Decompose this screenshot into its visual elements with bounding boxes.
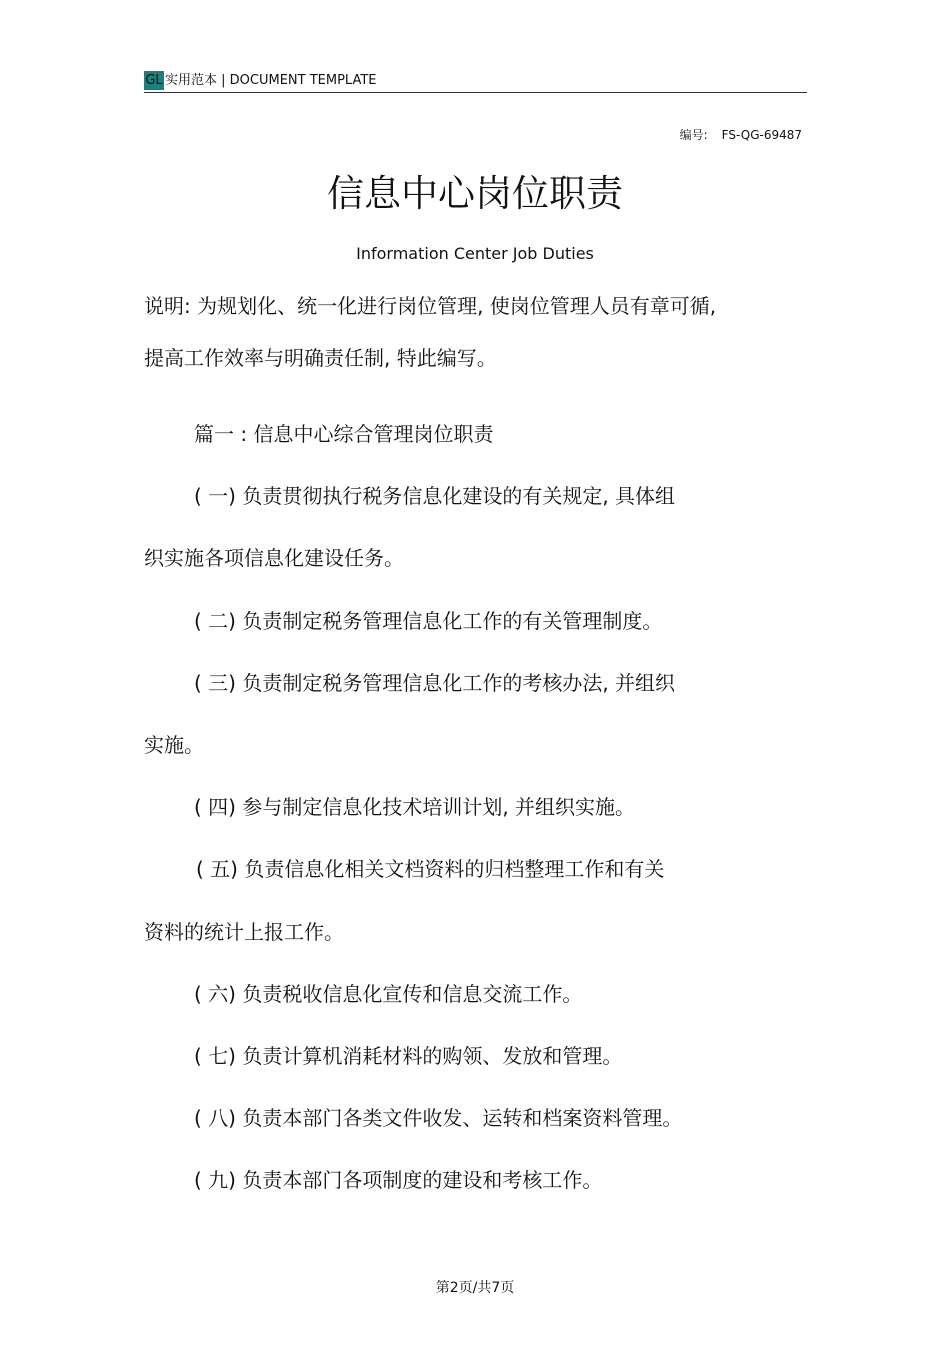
duty-item-9: ( 九) 负责本部门各项制度的建设和考核工作。 <box>194 1168 603 1192</box>
document-number <box>680 126 802 143</box>
duty-item-1-cont: 织实施各项信息化建设任务。 <box>144 546 404 570</box>
brand-logo: GL <box>145 73 163 88</box>
duty-item-6: ( 六) 负责税收信息化宣传和信息交流工作。 <box>194 982 583 1006</box>
duty-item-5-cont: 资料的统计上报工作。 <box>144 920 344 944</box>
page-header <box>144 70 807 93</box>
duty-item-3: ( 三) 负责制定税务管理信息化工作的考核办法, 并组织 <box>194 671 676 695</box>
brand-text: 实用范本 | DOCUMENT TEMPLATE <box>165 73 377 88</box>
page-number: 第2页/共7页 <box>435 1280 515 1296</box>
intro-line-2: 提高工作效率与明确责任制, 特此编写。 <box>144 346 497 370</box>
document-number-label: 编号: <box>679 128 708 142</box>
duty-item-7: ( 七) 负责计算机消耗材料的购领、发放和管理。 <box>194 1044 623 1068</box>
intro-line-1: 说明: 为规划化、统一化进行岗位管理, 使岗位管理人员有章可循, <box>144 294 717 318</box>
page-subtitle: Information Center Job Duties <box>356 244 594 263</box>
duty-item-5: ( 五) 负责信息化相关文档资料的归档整理工作和有关 <box>196 857 665 881</box>
duty-item-4: ( 四) 参与制定信息化技术培训计划, 并组织实施。 <box>194 795 636 819</box>
duty-item-8: ( 八) 负责本部门各类文件收发、运转和档案资料管理。 <box>194 1106 683 1130</box>
section-title: 篇一 : 信息中心综合管理岗位职责 <box>194 422 494 446</box>
page-title: 信息中心岗位职责 <box>327 172 623 215</box>
duty-item-3-cont: 实施。 <box>144 733 204 757</box>
document-number-value: FS-QG-69487 <box>721 128 802 142</box>
duty-item-2: ( 二) 负责制定税务管理信息化工作的有关管理制度。 <box>194 609 663 633</box>
duty-item-1: ( 一) 负责贯彻执行税务信息化建设的有关规定, 具体组 <box>194 484 676 508</box>
